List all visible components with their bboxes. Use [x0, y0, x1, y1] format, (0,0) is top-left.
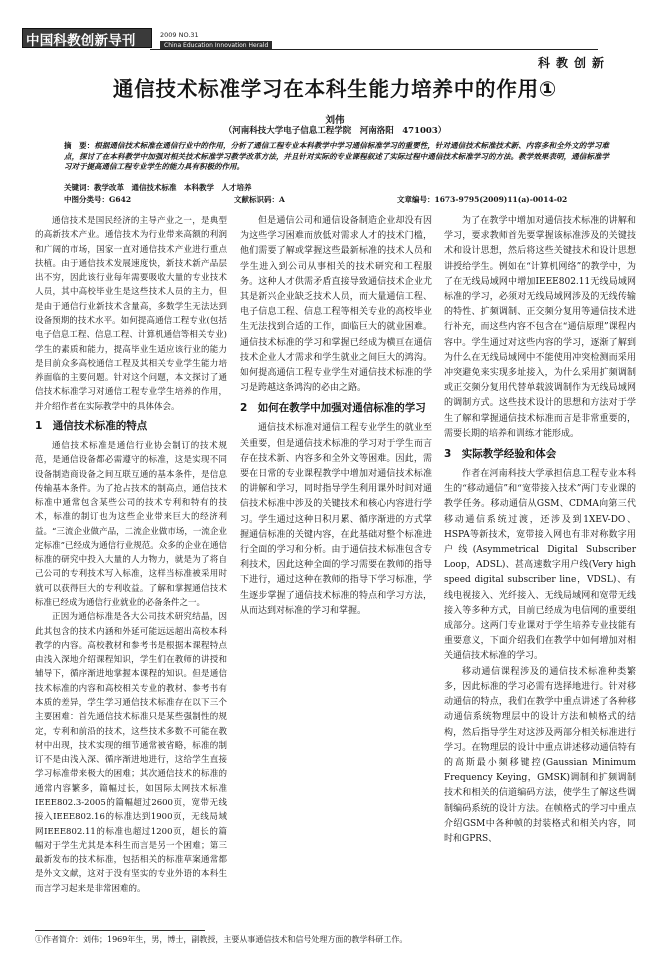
document-code: 文献标识码：A: [234, 195, 285, 204]
clc-number: 中图分类号：G642: [64, 195, 132, 204]
section3-paragraph-2: 移动通信课程涉及的通信技术标准种类繁多，因此标准的学习必需有选择地进行。针对移动通信的特点，我们在教学中重点讲述了各种移动通信系统物理层中的设计方法和帧格式的结构，然后指导学生对这涉及两部分相关标准进行学习。在物理层的设计中重点讲述移动通信特有的高斯最小频移键控(Gaussian Minimum Frequency Keying，GMSK)调制和扩频调制技术和相关的信道编码方法，使学生了解这些调制编码系统的设计方法。在帧格式的学习中重点介绍GSM中各种帧的封装格式和相关内容，同时和GPRS、: [444, 666, 636, 844]
keywords: 关键词：教学改革 通信技术标准 本科教学 人才培养: [64, 183, 252, 192]
author-name: 刘伟: [325, 115, 345, 126]
intro-paragraph: 通信技术是国民经济的主导产业之一，是典型的高新技术产业。通信技术为行业带来高额的利润和广阔的市场，国家一直对通信技术产业进行重点扶植。由于通信技术发展速度快，新技术新产品层出不穷，因此该行业每年需要吸收大量的专业技术人员，其中高校毕业生是这些技术人员的主力，但是由于通信行业新技术含量高，多数学生无法达到设备预期的技术水平。如何提高通信工程专业(包括电子信息工程、信息工程、计算机通信等相关专业)学生的素质和能力，提高毕业生适应该行业的能力是目前众多高校通信工程及其相关专业学生能力培养面临的主要问题。针对这个问题，本文探讨了通信技术标准学习对通信工程专业学生培养的作用，并介绍作者在实际教学中的具体体会。: [35, 216, 227, 412]
section1-paragraph-1: 通信技术标准是通信行业协会制订的技术规范，是通信设备都必需遵守的标准，这是实现不同设备制造商设备之间互联互通的基本条件，是信息传输基本条件。为了抢占技术的制高点，通信技术标准中通常包含某些公司的技术专利和特有的技术，标准的制订也为这些企业带来巨大的经济利益。“三流企业做产品，二流企业做市场，一流企业定标准”已经成为通信行业规范。众多的企业在通信标准的研究中投入大量的人力物力，就是为了将自己公司的专利技术写入标准，这样当标准被采用时就可以获得巨大的专利收益。了解和掌握通信技术标准已经成为通信行业就业的必备条件之一。: [35, 440, 227, 609]
section1-paragraph-2: 正因为通信标准是各大公司技术研究结晶，因此其包含的技术内涵和外延可能远远超出高校本科教学的内容。高校教材和参考书是根据本课程特点由浅入深地介绍课程知识，学生们在教师的讲授和辅导下，循序渐进地掌握本课程的知识。但是通信技术标准的内容和高校相关专业的教材、参考书有本质的差异，学生学习通信技术标准存在以下三个主要困难：首先通信技术标准只是某些强制性的规定，专利和前沿的技术，这些技术多数不可能在教材中出现，技术实现的细节通常被省略，标准的制订不是由浅入深、循序渐进地进行，这给学生直接学习标准带来极大的困难；其次通信技术的标准的通常内容繁多，篇幅过长，如国际太网技术标准IEEE802.3-2005的篇幅超过2600页，宽带无线接入IEEE802.16的标准达到1900页，无线局域网IEEE802.11的标准也超过1200页，超长的篇幅对于学生尤其是本科生而言是另一个困难；第三最新发布的技术标准，包括相关的标准草案通常都是外文文献，这对于没有坚实的专业外语的本科生而言学习起来是非常困难的。: [35, 612, 227, 894]
section-heading-1: 1 通信技术标准的特点: [35, 419, 148, 432]
author-affiliation: （河南科技大学电子信息工程学院 河南洛阳 471003）: [223, 126, 447, 136]
header-rule: [150, 49, 598, 50]
section-heading-2: 2 如何在教学中加强对通信标准的学习: [240, 402, 426, 415]
body-column-1: [35, 214, 227, 896]
section2-paragraph-2: 为了在教学中增加对通信技术标准的讲解和学习，要求教师首先要掌握该标准涉及的关键技术和设计思想，然后将这些关键技术和设计思想讲授给学生。例如在“计算机网络”的教学中，为了在无线局域网中增加IEEE802.11无线局域网标准的学习，必须对无线局域网涉及的无线传输的特性、扩频调制、正交频分复用等通信技术进行补充，而这些内容不包含在“通信原理”课程内容中。学生通过对这些内容的学习，逐渐了解到为什么在无线局域网中不能使用冲突检测而采用冲突避免来实现多址接入，为什么采用扩频调制或正交频分复用代替单载波调制作为无线局域网的调制方式。这些技术设计的思想和方法对于学生了解和掌握通信技术标准而言是非常重要的，需要长期的培养和训练才能形成。: [444, 216, 636, 439]
article-title: 通信技术标准学习在本科生能力培养中的作用①: [112, 77, 558, 101]
abstract-label: 摘 要：: [64, 141, 95, 150]
journal-name-english: China Education Innovation Herald: [160, 41, 272, 50]
abstract-text: 根据通信技术标准在通信行业中的作用，分析了通信工程专业本科教学中学习通信标准学习的重要性，针对通信技术标准技术新、内容多和全外文的学习难点，探讨了在本科教学中加强对相关技术标准学习教学改革方法，并且针对实际的专业课程叙述了实际过程中通信技术标准学习的方法。教学效果表明，通信标准学习对于提高通信工程专业学生的能力具有积极的作用。: [64, 141, 610, 171]
classification-row: [64, 194, 609, 204]
section-label: 科教创新: [538, 56, 611, 70]
body-column-3: [444, 214, 636, 847]
article-id: 文章编号：1673-9795(2009)11(a)-0014-02: [397, 195, 568, 204]
section2-paragraph-1: 通信技术标准对通信工程专业学生的就业至关重要，但是通信技术标准的学习对于学生而言存在技术新、内容多和全外文等困难。因此，需要在日常的专业课程教学中增加对通信技术标准的讲解和学习，同时指导学生利用课外时间对通信技术标准中涉及的关键技术和核心内容进行学习。学生通过这种日积月累、循序渐进的方式掌握通信标准的关键内容，在此基础对整个标准进行全面的学习和分析。由于通信技术标准包含专利技术，因此这种全面的学习需要在教师的指导下进行，通过这种在教师的指导下学习标准，学生逐步掌握了通信技术标准的特点和学习方法，从而达到对标准的学习和掌握。: [240, 423, 432, 616]
journal-name: 中国科教创新导刊: [26, 33, 136, 49]
section1-paragraph-3: 但是通信公司和通信设备制造企业却没有因为这些学习困难而放低对需求人才的技术门槛，他们需要了解或掌握这些最新标准的技术人员和学生进入到公司从事相关的技术研究和工程服务。这种人才供需矛盾直接导致通信技术企业尤其是新兴企业缺乏技术人员，而大量通信工程、电子信息工程、信息工程等相关专业的高校毕业生无法找到合适的工作，面临巨大的就业困难。通信技术标准的学习和掌握已经成为横亘在通信技术企业人才需求和学生就业之间巨大的鸿沟。如何提高通信工程专业学生对通信技术标准的学习是跨越这条鸿沟的必由之路。: [240, 216, 432, 394]
section3-paragraph-1: 作者在河南科技大学承担信息工程专业本科生的“移动通信”和“宽带接入技术”两门专业课的教学任务。移动通信从GSM、CDMA向第三代移动通信系统过渡，还涉及到1XEV-DO、HSPA等新技术，宽带接入网也有非对称数字用户线(Asymmetrical Digital Subscriber Loop，ADSL)、甚高速数字用户线(Very high speed digital subscriber line，VDSL)、有线电视接入、光纤接入、无线局域网和宽带无线接入等多种方式，目前已经成为电信网的重要组成部分。这两门专业课对于学生培养专业技能有重要意义，下面介绍我们在教学中如何增加对相关通信技术标准的学习。: [444, 469, 636, 662]
body-column-2: [240, 214, 432, 619]
issue-number: 2009 NO.31: [160, 31, 199, 39]
footnote-rule: [35, 930, 205, 931]
abstract: [64, 141, 609, 173]
footnote: ①作者简介：刘伟；1969年生，男，博士，副教授，主要从事通信技术和信号处理方面的教学科研工作。: [35, 935, 408, 944]
section-heading-3: 3 实际教学经验和体会: [444, 448, 557, 461]
